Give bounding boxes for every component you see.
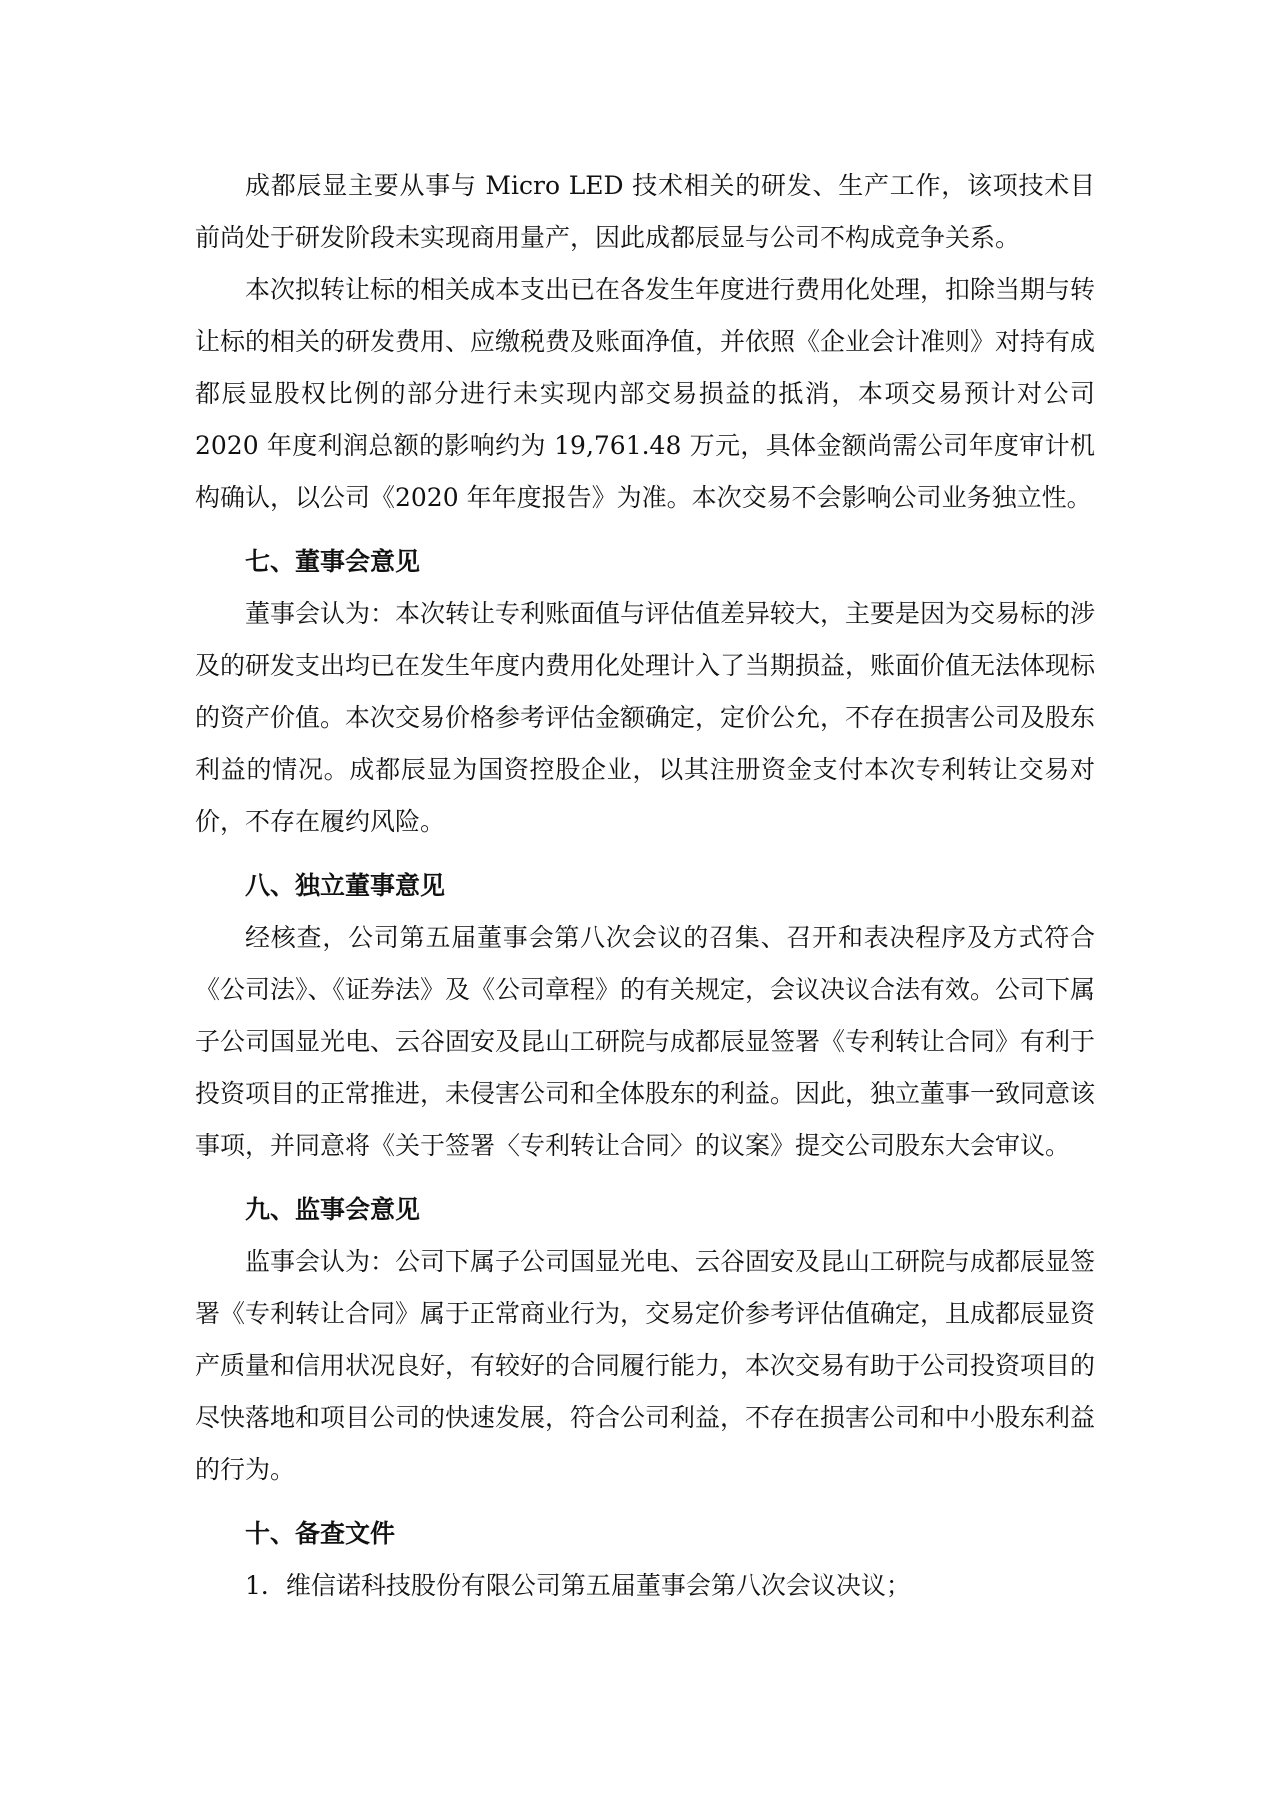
section-body-supervisory-board: 监事会认为：公司下属子公司国显光电、云谷固安及昆山工研院与成都辰显签署《专利转让合同》属于正常商业行为，交易定价参考评估值确定，且成都辰显资产质量和信用状况良好，有较好的合同履行能力，本次交易有助于公司投资项目的尽快落地和项目公司的快速发展，符合公司利益，不存在损害公司和中小股东利益的行为。 bbox=[195, 1247, 1096, 1484]
document-body bbox=[195, 160, 1095, 1612]
paragraph-competition: 成都辰显主要从事与 Micro LED 技术相关的研发、生产工作，该项技术目前尚处于研发阶段未实现商用量产，因此成都辰显与公司不构成竞争关系。 bbox=[195, 171, 1095, 252]
section-heading-reference-documents: 十、备查文件 bbox=[245, 1519, 396, 1548]
section-heading-supervisory-board: 九、监事会意见 bbox=[245, 1195, 421, 1224]
reference-document-item: 1．维信诺科技股份有限公司第五届董事会第八次会议决议； bbox=[245, 1571, 911, 1600]
section-heading-board-opinion: 七、董事会意见 bbox=[245, 547, 421, 576]
section-heading-independent-directors: 八、独立董事意见 bbox=[245, 871, 446, 900]
paragraph-accounting-impact: 本次拟转让标的相关成本支出已在各发生年度进行费用化处理，扣除当期与转让标的相关的研发费用、应缴税费及账面净值，并依照《企业会计准则》对持有成都辰显股权比例的部分进行未实现内部交易损益的抵消，本项交易预计对公司 2020 年度利润总额的影响约为 19,761.48 万元，具体金额尚需公司年度审计机构确认，以公司《2020 年年度报告》为准。本次交易不会影响公司业务独立性。 bbox=[195, 275, 1096, 512]
section-body-independent-directors: 经核查，公司第五届董事会第八次会议的召集、召开和表决程序及方式符合《公司法》、《证券法》及《公司章程》的有关规定，会议决议合法有效。公司下属子公司国显光电、云谷固安及昆山工研院与成都辰显签署《专利转让合同》有利于投资项目的正常推进，未侵害公司和全体股东的利益。因此，独立董事一致同意该事项，并同意将《关于签署〈专利转让合同〉的议案》提交公司股东大会审议。 bbox=[195, 923, 1096, 1160]
section-body-board-opinion: 董事会认为：本次转让专利账面值与评估值差异较大，主要是因为交易标的涉及的研发支出均已在发生年度内费用化处理计入了当期损益，账面价值无法体现标的资产价值。本次交易价格参考评估金额确定，定价公允，不存在损害公司及股东利益的情况。成都辰显为国资控股企业，以其注册资金支付本次专利转让交易对价，不存在履约风险。 bbox=[195, 599, 1096, 836]
